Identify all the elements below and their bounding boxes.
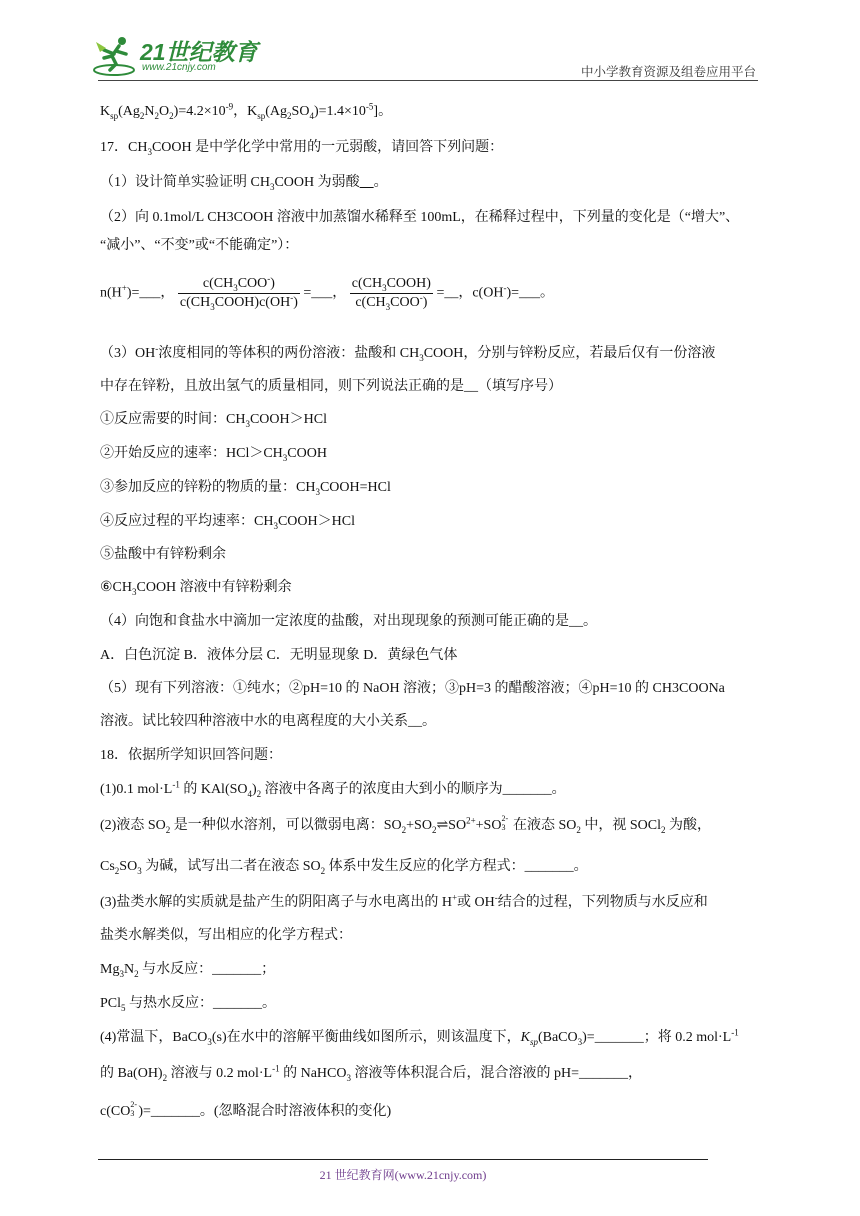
question-17-part1: （1）设计简单实验证明 $CH_3COOH$ 为弱酸 。 xyxy=(100,175,388,192)
question-18-part2: (2)液态 $SO_2$ 是一种似水溶剂，可以微弱电离：$SO_2+SO_2\rightleftharpoons SO^{2+}+SO$ 2- 3 在液态 $SO_2$ 中，视 SOCl$_2$ 为酸， xyxy=(100,814,711,835)
fraction-1: $\frac{c(CH_3COO^-)}{c(CH_3COOH)c(OH^-)}$ xyxy=(179,273,298,312)
question-17-part5: （5）现有下列溶液：①纯水；②pH=10 的 NaOH 溶液；③pH=3 的醋酸溶液；④pH=10 的 CH3COONa xyxy=(100,681,725,696)
question-18-part4: (4)常温下，BaCO$_3$(s)在水中的溶解平衡曲线如图所示，则该温度下，$K_{sp}(BaCO_3)=\_\_\_\_\_\_\_$；将 0.2 $mol\cdot L^{-1}$ xyxy=(100,1027,739,1047)
question-17-part2-cont: “减小”、“不变”或“不能确定”）： xyxy=(100,238,299,253)
question-18-part4-cont: 的 $Ba(OH)_2$ 溶液与 0.2 $mol\cdot L^{-1}$ 的 NaHCO$_3$ 溶液等体积混合后，混合溶液的 pH=_______， xyxy=(100,1063,643,1083)
runner-logo-icon xyxy=(92,34,140,78)
option-6: $⑥CH_3COOH$ 溶液中有锌粉剩余 xyxy=(100,580,292,597)
footer-text: 21 世纪教育网(www.21cnjy.com) xyxy=(319,1168,487,1182)
option-2: ②开始反应的速率：$HCl>CH_3COOH$ xyxy=(100,446,327,463)
question-17-stem: 17．$CH_3COOH$ 是中学化学中常用的一元弱酸，请回答下列问题： xyxy=(100,140,504,157)
question-17-part3: （3）OH-浓度相同的等体积的两份溶液：盐酸和 $CH_3COOH$，分别与锌粉反应，若最后仅有一份溶液 xyxy=(100,343,716,363)
text-line: $K_{sp}(Ag_2N_2O_2)=4.2\times 10^{-9}$，$K_{sp}(Ag_2SO_4)=1.4\times 10^{-5}$]。 xyxy=(100,101,393,121)
option-3: ③参加反应的锌粉的物质的量：$CH_3COOH=HCl$ xyxy=(100,480,391,497)
page-header xyxy=(0,0,860,84)
option-5: ⑤盐酸中有锌粉剩余 xyxy=(100,547,226,562)
fraction-2: $\frac{c(CH_3COOH)}{c(CH_3COO^-)}$ xyxy=(351,276,431,312)
site-logo xyxy=(92,34,262,78)
question-18-part1: (1)0.1 $mol\cdot L^{-1}$ 的 $KAl(SO_4)_2$ 溶液中各离子的浓度由大到小的顺序为_______。 xyxy=(100,779,566,799)
question-18-mg3n2: $Mg_3N_2$ 与水反应：_______； xyxy=(100,962,276,979)
header-divider xyxy=(98,80,758,81)
question-18-part2-cont: $Cs_2SO_3$ 为碱，试写出二者在液态 $SO_2$ 体系中发生反应的化学方程式：_______。 xyxy=(100,859,588,876)
footer-divider xyxy=(98,1159,708,1160)
question-18-part3-cont: 盐类水解类似，写出相应的化学方程式： xyxy=(100,928,352,943)
logo-text: 21世纪教育 xyxy=(140,39,258,65)
question-17-part3-cont: 中存在锌粉，且放出氢气的质量相同，则下列说法正确的是__（填写序号） xyxy=(100,379,562,394)
formula-line: n(H+)=___， $\frac{c(CH_3COO^-)}{c(CH_3COOH)c(OH^-)}$ =___， $\frac{c(CH_3COOH)}{c(CH_3COO^-)}$ =__，c(OH-)=___。 xyxy=(100,273,554,312)
header-platform-name: 中小学教育资源及组卷应用平台 xyxy=(580,65,756,79)
question-18-stem: 18．依据所学知识回答问题： xyxy=(100,748,282,763)
question-17-part2: （2）向 0.1mol/L CH3COOH 溶液中加蒸馏水稀释至 100mL，在稀释过程中，下列量的变化是（“增大”、 xyxy=(100,210,740,225)
option-4: ④反应过程的平均速率：$CH_3COOH>HCl$ xyxy=(100,514,355,531)
question-17-part4-choices: A．白色沉淀 B．液体分层 C．无明显现象 D．黄绿色气体 xyxy=(100,648,458,663)
question-18-part4-end: c(CO 2- 3 )=_______。(忽略混合时溶液体积的变化) xyxy=(100,1100,392,1119)
question-17-part5-cont: 溶液。试比较四种溶液中水的电离程度的大小关系__。 xyxy=(100,714,436,729)
question-18-part3: (3)盐类水解的实质就是盐产生的阴阳离子与水电离出的 H+或 OH-结合的过程，下列物质与水反应和 xyxy=(100,892,708,910)
option-1: ①反应需要的时间：$CH_3COOH>HCl$ xyxy=(100,412,327,429)
question-18-pcl5: PCl$_5$ 与热水反应：_______。 xyxy=(100,996,277,1013)
logo-url: www.21cnjy.com xyxy=(142,62,216,73)
question-17-part4: （4）向饱和食盐水中滴加一定浓度的盐酸，对出现现象的预测可能正确的是__。 xyxy=(100,614,597,629)
